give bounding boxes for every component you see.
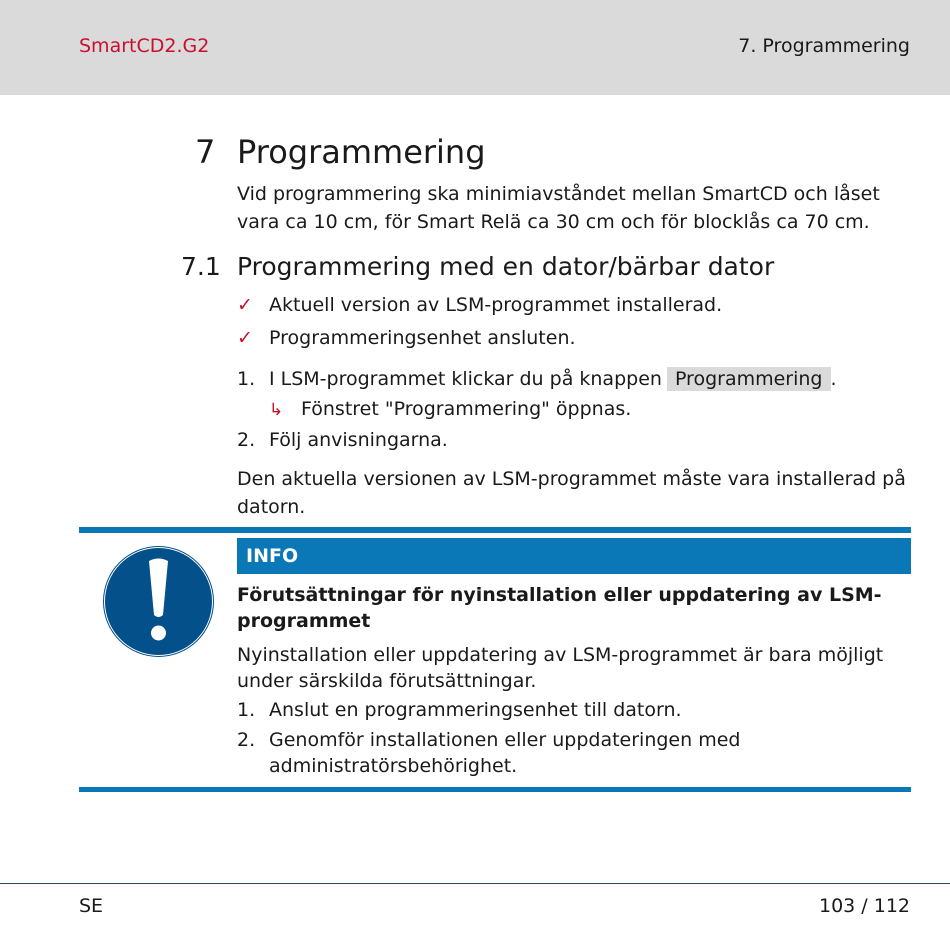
instruction-step xyxy=(237,367,837,391)
info-step-text: Genomför installationen eller uppdateringen med administratörsbehörighet. xyxy=(269,729,741,777)
info-step-number: 2. xyxy=(237,729,256,751)
step-number: 2. xyxy=(237,429,256,451)
instruction-step xyxy=(237,429,448,451)
info-heading: Förutsättningar för nyinstallation eller uppdatering av LSM-programmet xyxy=(237,584,882,632)
footer-language: SE xyxy=(79,895,104,917)
product-name: SmartCD2.G2 xyxy=(79,35,210,57)
info-box-top-rule xyxy=(79,527,911,533)
page-number: 103 / 112 xyxy=(818,895,910,917)
page-header xyxy=(0,0,950,95)
step-text-end: . xyxy=(830,368,837,390)
info-step-text: Anslut en programmeringsenhet till datorn. xyxy=(269,699,682,721)
info-label-bar xyxy=(237,538,911,574)
chapter-number: 7 xyxy=(195,133,216,171)
prerequisite-item xyxy=(237,327,576,349)
prerequisite-text: Aktuell version av LSM-programmet installerad. xyxy=(269,294,723,316)
step-result xyxy=(269,398,631,420)
result-arrow-icon: ↳ xyxy=(269,400,284,420)
section-note: Den aktuella versionen av LSM-programmet måste vara installerad på datorn. xyxy=(237,468,906,518)
result-text: Fönstret "Programmering" öppnas. xyxy=(301,398,632,420)
info-step xyxy=(237,727,907,779)
section-number: 7.1 xyxy=(181,252,221,281)
step-number: 1. xyxy=(237,368,256,390)
info-text: Nyinstallation eller uppdatering av LSM-programmet är bara möjligt under särskilda förutsättningar. xyxy=(237,644,884,692)
prerequisite-item xyxy=(237,294,722,316)
programmering-button-reference: Programmering xyxy=(667,367,831,391)
check-icon: ✓ xyxy=(237,327,253,349)
exclamation-icon xyxy=(102,545,215,658)
chapter-intro: Vid programmering ska minimiavståndet mellan SmartCD och låset vara ca 10 cm, för Smart Relä ca 30 cm och för blocklås ca 70 cm. xyxy=(237,183,880,233)
check-icon: ✓ xyxy=(237,294,253,316)
info-label: INFO xyxy=(246,545,299,567)
info-step xyxy=(237,697,907,723)
prerequisite-text: Programmeringsenhet ansluten. xyxy=(269,327,576,349)
step-text: Följ anvisningarna. xyxy=(269,429,448,451)
step-text: I LSM-programmet klickar du på knappen xyxy=(269,368,662,390)
info-box-bottom-rule xyxy=(79,787,911,792)
running-section-title: 7. Programmering xyxy=(738,35,910,57)
chapter-title: Programmering xyxy=(237,133,486,171)
info-step-number: 1. xyxy=(237,699,256,721)
section-title: Programmering med en dator/bärbar dator xyxy=(237,252,775,281)
footer-divider xyxy=(0,883,950,884)
